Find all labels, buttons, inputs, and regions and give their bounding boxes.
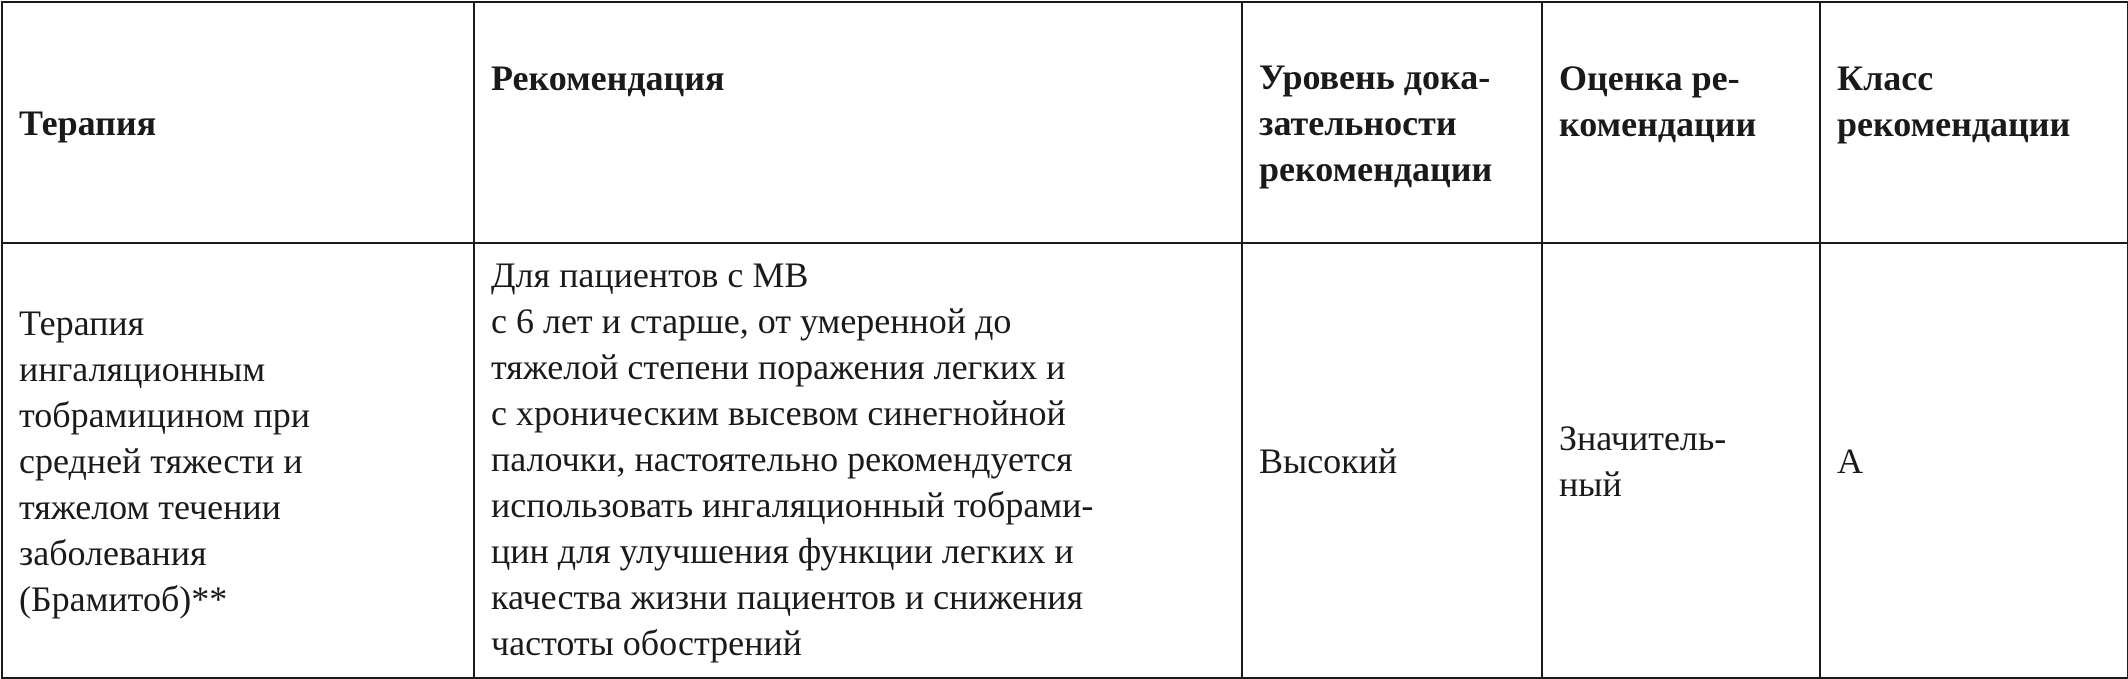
cell-therapy-line: (Брамитоб)** <box>19 578 228 619</box>
header-assessment-line: Оценка ре- <box>1559 58 1740 98</box>
cell-class <box>1820 243 2128 678</box>
cell-recommendation-line: цин для улучшения функции легких и <box>491 531 1074 571</box>
header-therapy <box>2 2 474 243</box>
cell-therapy-line: тобрамицином при <box>19 394 311 435</box>
header-recommendation-label: Рекомендация <box>491 58 725 98</box>
table-row <box>2 243 2128 678</box>
cell-therapy-line: заболевания <box>19 532 207 573</box>
cell-recommendation-line: тяжелой степени поражения легких и <box>491 347 1066 387</box>
cell-assessment-line: ный <box>1559 463 1622 504</box>
header-assessment <box>1542 2 1820 243</box>
header-recommendation <box>474 2 1242 243</box>
cell-therapy <box>2 243 474 678</box>
cell-recommendation-line: с 6 лет и старше, от умеренной до <box>491 301 1012 341</box>
cell-recommendation <box>474 243 1242 678</box>
recommendation-table <box>1 1 2128 679</box>
header-evidence-level-line: рекомендации <box>1259 148 1493 189</box>
cell-evidence-level <box>1242 243 1542 678</box>
cell-assessment <box>1542 243 1820 678</box>
cell-recommendation-line: с хроническим высевом синегнойной <box>491 393 1066 433</box>
cell-therapy-line: тяжелом течении <box>19 486 281 527</box>
header-therapy-label: Терапия <box>19 102 157 143</box>
header-evidence-level-line: Уровень дока- <box>1259 56 1491 97</box>
cell-recommendation-line: палочки, настоятельно рекомендуется <box>491 439 1073 479</box>
header-assessment-line: комендации <box>1559 104 1757 144</box>
cell-recommendation-line: Для пациентов с МВ <box>491 255 809 295</box>
header-evidence-level-line: зательности <box>1259 102 1457 143</box>
cell-therapy-line: Терапия <box>19 302 145 343</box>
cell-recommendation-line: использовать ингаляционный тобрами- <box>491 485 1094 525</box>
header-row <box>2 2 2128 243</box>
header-class-line: рекомендации <box>1837 104 2071 144</box>
cell-evidence-level-value: Высокий <box>1259 440 1398 481</box>
header-evidence-level <box>1242 2 1542 243</box>
cell-recommendation-line: частоты обострений <box>491 623 802 663</box>
cell-assessment-line: Значитель- <box>1559 417 1727 458</box>
cell-therapy-line: средней тяжести и <box>19 440 303 481</box>
cell-class-value: A <box>1837 440 1863 481</box>
header-class <box>1820 2 2128 243</box>
header-class-line: Класс <box>1837 58 1934 98</box>
cell-recommendation-line: качества жизни пациентов и снижения <box>491 577 1084 617</box>
cell-therapy-line: ингаляционным <box>19 348 266 389</box>
